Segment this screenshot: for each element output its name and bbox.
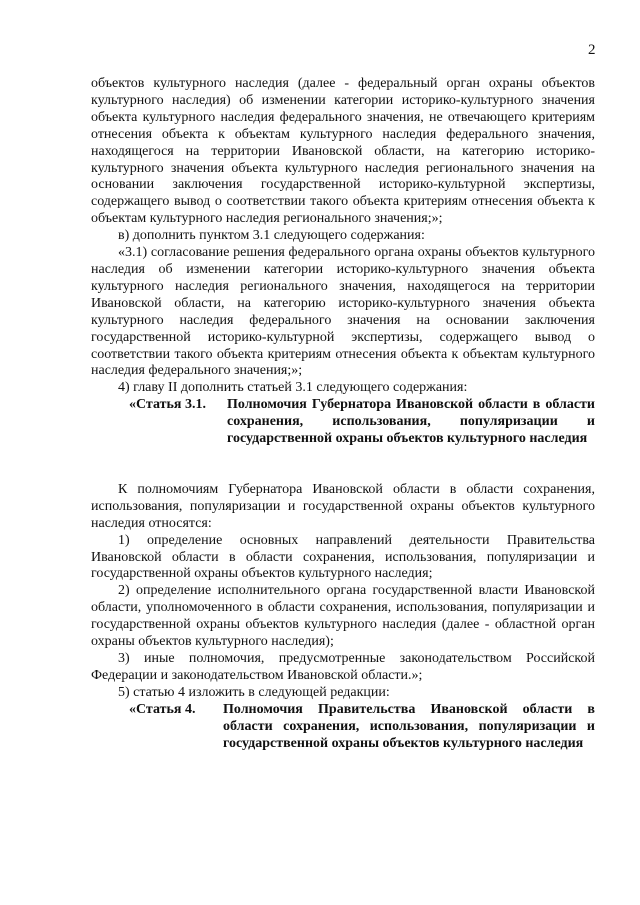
paragraph: 5) статью 4 изложить в следующей редакции:	[118, 684, 390, 700]
page-number: 2	[588, 42, 596, 58]
paragraph: «3.1) согласование решения федерального органа охраны объектов культурного наследия об изменении категории историко-культурного значения объекта культурного наследия регионального значения, находящегося на территории Ивановской области, на категорию историко-культурного значения объекта культурного наследия федерального значения на основании заключения государственной историко-культурной экспертизы, содержащего вывод о соответствии такого объекта критериям отнесения объекта к объектам культурного наследия федерального значения;»;	[91, 245, 595, 379]
spacer	[91, 448, 595, 482]
article-number: «Статья 3.1.	[129, 397, 206, 413]
paragraph: в) дополнить пунктом 3.1 следующего содержания:	[118, 228, 425, 244]
document-body	[91, 76, 595, 752]
paragraph: 1) определение основных направлений деятельности Правительства Ивановской области в области сохранения, использования, популяризации и государственной охраны объектов культурного наследия;	[91, 532, 595, 582]
article-title: Полномочия Губернатора Ивановской области в области сохранения, использования, популяризации и государственной охраны объектов культурного наследия	[227, 397, 595, 447]
article-number: «Статья 4.	[129, 701, 196, 717]
paragraph: 4) главу II дополнить статьей 3.1 следующего содержания:	[118, 380, 468, 396]
article-heading-4	[91, 702, 595, 753]
article-heading-3-1	[91, 397, 595, 448]
paragraph: объектов культурного наследия (далее - федеральный орган охраны объектов культурного наследия) об изменении категории историко-культурного значения объекта культурного наследия федерального значения, не отвечающего критериям отнесения объекта к объектам культурного наследия федерального значения, находящегося на территории Ивановской области, на категорию историко-культурного значения объекта культурного наследия регионального значения на основании заключения государственной историко-культурной экспертизы, содержащего вывод о соответствии такого объекта критериям отнесения объекта к объектам культурного наследия регионального значения;»;	[91, 76, 595, 227]
paragraph: 2) определение исполнительного органа государственной власти Ивановской области, уполномоченного в области сохранения, использования, популяризации и государственной охраны объектов культурного наследия (далее - областной орган охраны объектов культурного наследия);	[91, 583, 595, 650]
article-title: Полномочия Правительства Ивановской области в области сохранения, использования, популяризации и государственной охраны объектов культурного наследия	[223, 701, 595, 751]
paragraph: К полномочиям Губернатора Ивановской области в области сохранения, использования, популяризации и государственной охраны объектов культурного наследия относятся:	[91, 481, 595, 531]
paragraph: 3) иные полномочия, предусмотренные законодательством Российской Федерации и законодательством Ивановской области.»;	[91, 651, 595, 683]
